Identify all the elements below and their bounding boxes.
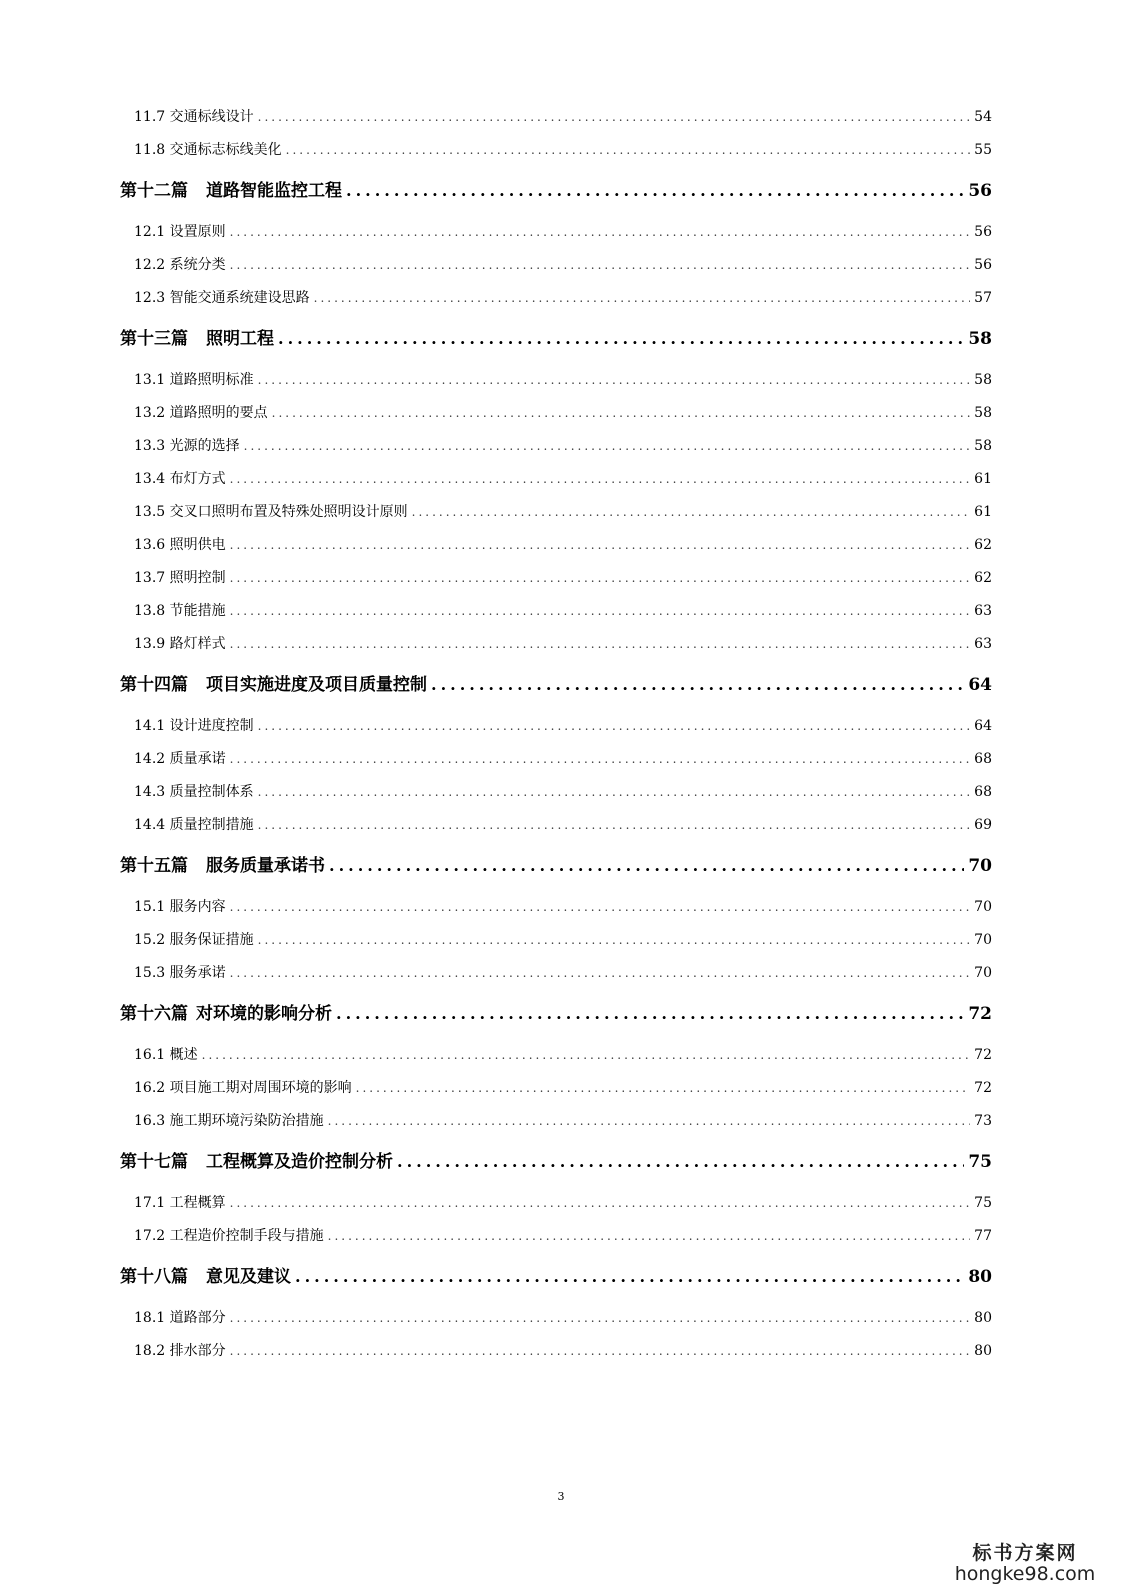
toc-leader-dots — [258, 776, 971, 809]
toc-page-number: 61 — [974, 504, 992, 520]
toc-section-label: 16.1 概述 — [134, 1047, 198, 1063]
toc-page-number: 70 — [974, 965, 992, 981]
toc-page-number: 64 — [968, 675, 992, 695]
toc-leader-dots — [328, 1105, 971, 1138]
toc-chapter-label — [120, 1256, 291, 1298]
toc-leader-dots — [328, 1220, 971, 1253]
toc-page-number: 75 — [968, 1152, 992, 1172]
toc-page-number: 62 — [974, 537, 992, 553]
toc-chapter-number: 第十四篇 — [120, 675, 188, 695]
toc-page-number: 58 — [974, 438, 992, 454]
toc-section-row[interactable] — [120, 776, 992, 809]
toc-section-label: 11.8 交通标志标线美化 — [134, 142, 282, 158]
toc-leader-dots — [230, 628, 971, 661]
toc-section-row[interactable] — [120, 809, 992, 842]
toc-page-number: 56 — [968, 181, 992, 201]
toc-section-label: 13.4 布灯方式 — [134, 471, 226, 487]
toc-page-number: 80 — [974, 1310, 992, 1326]
toc-leader-dots — [278, 318, 964, 360]
toc-leader-dots — [314, 282, 971, 315]
toc-section-row[interactable] — [120, 1105, 992, 1138]
toc-page-number: 56 — [974, 224, 992, 240]
toc-leader-dots — [431, 664, 964, 706]
toc-section-label: 16.3 施工期环境污染防治措施 — [134, 1113, 324, 1129]
toc-leader-dots — [230, 529, 971, 562]
toc-page-number: 54 — [974, 109, 992, 125]
toc-section-row[interactable] — [120, 891, 992, 924]
toc-page-number: 80 — [974, 1343, 992, 1359]
toc-leader-dots — [397, 1141, 964, 1183]
toc-section-row[interactable] — [120, 710, 992, 743]
toc-chapter-label — [120, 993, 332, 1035]
toc-section-row[interactable] — [120, 595, 992, 628]
toc-section-row[interactable] — [120, 463, 992, 496]
toc-chapter-row[interactable] — [120, 170, 992, 212]
toc-leader-dots — [295, 1256, 964, 1298]
toc-chapter-number: 第十六篇 — [120, 1004, 188, 1024]
toc-section-row[interactable] — [120, 430, 992, 463]
toc-page-number: 63 — [974, 603, 992, 619]
toc-page-number: 61 — [974, 471, 992, 487]
toc-chapter-number: 第十七篇 — [120, 1152, 188, 1172]
toc-section-label: 13.3 光源的选择 — [134, 438, 240, 454]
toc-page-number: 64 — [974, 718, 992, 734]
toc-leader-dots — [230, 249, 971, 282]
toc-page-number: 55 — [974, 142, 992, 158]
toc-leader-dots — [244, 430, 971, 463]
toc-chapter-title: 对环境的影响分析 — [196, 1004, 332, 1024]
toc-chapter-number: 第十三篇 — [120, 329, 188, 349]
toc-section-row[interactable] — [120, 957, 992, 990]
toc-section-row[interactable] — [120, 562, 992, 595]
toc-page-number: 68 — [974, 784, 992, 800]
toc-page-number: 68 — [974, 751, 992, 767]
toc-page-number: 58 — [968, 329, 992, 349]
toc-page-number: 80 — [968, 1267, 992, 1287]
toc-chapter-number: 第十八篇 — [120, 1267, 188, 1287]
toc-section-label: 12.2 系统分类 — [134, 257, 226, 273]
toc-section-label: 13.5 交叉口照明布置及特殊处照明设计原则 — [134, 504, 408, 520]
toc-chapter-title: 工程概算及造价控制分析 — [206, 1152, 393, 1172]
toc-leader-dots — [346, 170, 964, 212]
toc-section-label: 14.4 质量控制措施 — [134, 817, 254, 833]
toc-chapter-label — [120, 664, 427, 706]
toc-page-number: 63 — [974, 636, 992, 652]
toc-section-label: 14.3 质量控制体系 — [134, 784, 254, 800]
toc-leader-dots — [230, 216, 971, 249]
toc-chapter-label — [120, 1141, 393, 1183]
toc-page-number: 58 — [974, 372, 992, 388]
toc-page-number: 73 — [974, 1113, 992, 1129]
toc-section-row[interactable] — [120, 364, 992, 397]
toc-leader-dots — [272, 397, 971, 430]
toc-leader-dots — [286, 134, 971, 167]
toc-section-row[interactable] — [120, 216, 992, 249]
toc-section-row[interactable] — [120, 1039, 992, 1072]
toc-chapter-number: 第十二篇 — [120, 181, 188, 201]
toc-section-row[interactable] — [120, 924, 992, 957]
toc-section-label: 13.6 照明供电 — [134, 537, 226, 553]
toc-page-number: 72 — [968, 1004, 992, 1024]
toc-section-row[interactable] — [120, 1072, 992, 1105]
toc-leader-dots — [230, 1302, 971, 1335]
toc-leader-dots — [230, 1335, 971, 1368]
toc-leader-dots — [412, 496, 971, 529]
toc-section-label: 17.1 工程概算 — [134, 1195, 226, 1211]
watermark-cn: 标书方案网 — [972, 1542, 1078, 1564]
toc-section-row[interactable] — [120, 496, 992, 529]
toc-section-label: 13.9 路灯样式 — [134, 636, 226, 652]
toc-leader-dots — [258, 924, 971, 957]
toc-page-number: 77 — [974, 1228, 992, 1244]
toc-chapter-title: 项目实施进度及项目质量控制 — [206, 675, 427, 695]
toc-page-number: 70 — [974, 932, 992, 948]
toc-chapter-row[interactable] — [120, 318, 992, 360]
toc-section-label: 16.2 项目施工期对周围环境的影响 — [134, 1080, 352, 1096]
toc-section-label: 14.2 质量承诺 — [134, 751, 226, 767]
toc-section-label: 18.2 排水部分 — [134, 1343, 226, 1359]
toc-section-label: 11.7 交通标线设计 — [134, 109, 254, 125]
toc-chapter-row[interactable] — [120, 664, 992, 706]
toc-chapter-number: 第十五篇 — [120, 856, 188, 876]
toc-section-label: 15.1 服务内容 — [134, 899, 226, 915]
toc-section-row[interactable] — [120, 1187, 992, 1220]
page-number: 3 — [557, 1490, 565, 1503]
toc-leader-dots — [258, 710, 971, 743]
toc-section-row[interactable] — [120, 101, 992, 134]
toc-chapter-row[interactable] — [120, 1141, 992, 1183]
toc-chapter-label — [120, 318, 274, 360]
toc-page-number: 57 — [974, 290, 992, 306]
toc-section-label: 12.1 设置原则 — [134, 224, 226, 240]
toc-section-label: 15.3 服务承诺 — [134, 965, 226, 981]
toc-leader-dots — [202, 1039, 971, 1072]
toc-leader-dots — [230, 562, 971, 595]
toc-leader-dots — [258, 364, 971, 397]
toc-leader-dots — [258, 101, 971, 134]
toc-chapter-row[interactable] — [120, 1256, 992, 1298]
toc-chapter-label — [120, 845, 325, 887]
table-of-contents — [120, 101, 992, 1368]
toc-page-number: 58 — [974, 405, 992, 421]
toc-section-label: 13.7 照明控制 — [134, 570, 226, 586]
toc-section-row[interactable] — [120, 134, 992, 167]
toc-leader-dots — [329, 845, 964, 887]
toc-section-label: 13.2 道路照明的要点 — [134, 405, 268, 421]
toc-section-label: 18.1 道路部分 — [134, 1310, 226, 1326]
toc-chapter-title: 道路智能监控工程 — [206, 181, 342, 201]
toc-page-number: 70 — [968, 856, 992, 876]
toc-page-number: 72 — [974, 1080, 992, 1096]
toc-section-label: 14.1 设计进度控制 — [134, 718, 254, 734]
toc-leader-dots — [230, 595, 971, 628]
toc-chapter-label — [120, 170, 342, 212]
toc-section-row[interactable] — [120, 1220, 992, 1253]
toc-section-row[interactable] — [120, 628, 992, 661]
toc-leader-dots — [230, 463, 971, 496]
toc-section-row[interactable] — [120, 1302, 992, 1335]
toc-section-row[interactable] — [120, 397, 992, 430]
toc-leader-dots — [258, 809, 971, 842]
toc-page-number: 69 — [974, 817, 992, 833]
watermark-logo — [950, 1538, 1100, 1585]
toc-leader-dots — [230, 743, 971, 776]
toc-leader-dots — [230, 957, 971, 990]
toc-section-row[interactable] — [120, 249, 992, 282]
toc-page-number: 70 — [974, 899, 992, 915]
toc-section-label: 15.2 服务保证措施 — [134, 932, 254, 948]
toc-page-number: 56 — [974, 257, 992, 273]
toc-section-label: 13.8 节能措施 — [134, 603, 226, 619]
toc-leader-dots — [230, 891, 971, 924]
toc-page-number: 62 — [974, 570, 992, 586]
toc-leader-dots — [336, 993, 964, 1035]
toc-chapter-title: 服务质量承诺书 — [206, 856, 325, 876]
toc-chapter-row[interactable] — [120, 845, 992, 887]
toc-section-row[interactable] — [120, 282, 992, 315]
toc-leader-dots — [230, 1187, 971, 1220]
toc-leader-dots — [356, 1072, 971, 1105]
toc-page-number: 72 — [974, 1047, 992, 1063]
toc-section-row[interactable] — [120, 529, 992, 562]
toc-section-row[interactable] — [120, 1335, 992, 1368]
toc-chapter-title: 意见及建议 — [206, 1267, 291, 1287]
toc-section-row[interactable] — [120, 743, 992, 776]
toc-chapter-row[interactable] — [120, 993, 992, 1035]
toc-section-label: 17.2 工程造价控制手段与措施 — [134, 1228, 324, 1244]
toc-chapter-title: 照明工程 — [206, 329, 274, 349]
watermark-en: hongke98.com — [954, 1563, 1096, 1585]
toc-page-number: 75 — [974, 1195, 992, 1211]
toc-section-label: 13.1 道路照明标准 — [134, 372, 254, 388]
toc-section-label: 12.3 智能交通系统建设思路 — [134, 290, 310, 306]
